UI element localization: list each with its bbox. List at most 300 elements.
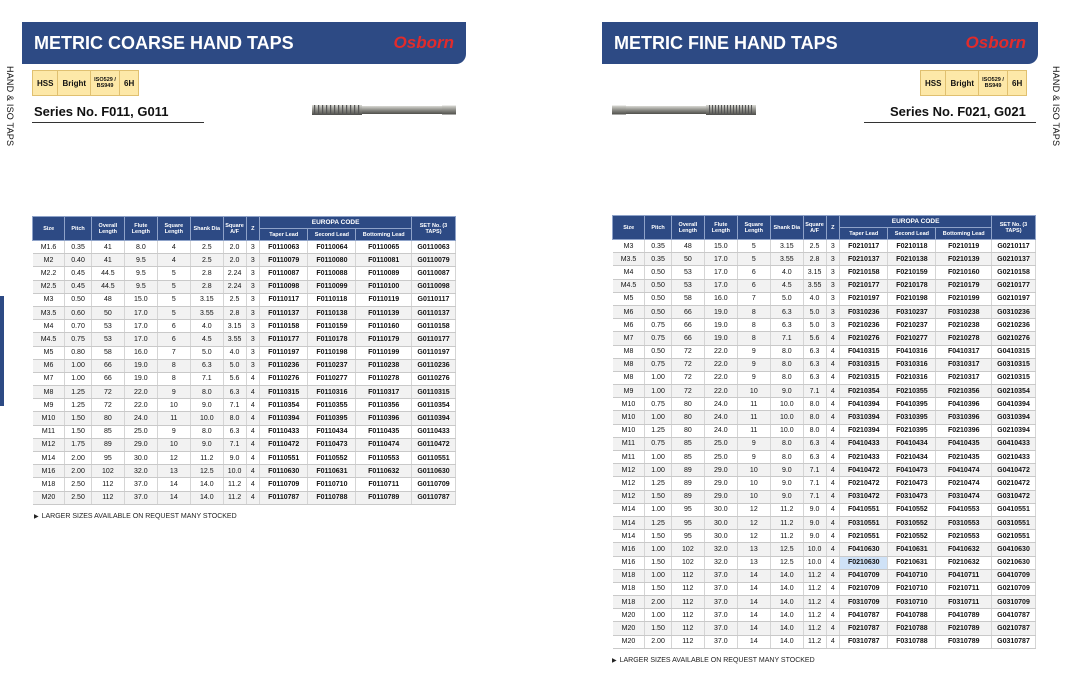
cell-second-lead: F0310552 <box>888 516 936 529</box>
table-row <box>33 478 456 491</box>
cell-size: M6 <box>613 305 645 318</box>
cell-z: 4 <box>246 425 260 438</box>
cell-bottoming-lead: F0210435 <box>936 451 992 464</box>
cell-taper-lead: F0110158 <box>260 320 308 333</box>
cell-square-length: 13 <box>737 543 771 556</box>
table-row <box>613 609 1036 622</box>
cell-set-no: G0110315 <box>411 386 455 399</box>
cell-z: 4 <box>826 437 840 450</box>
cell-size: M12 <box>613 490 645 503</box>
cell-flute-length: 17.0 <box>125 306 157 319</box>
cell-size: M5 <box>613 292 645 305</box>
cell-square-length: 4 <box>157 254 191 267</box>
table-row <box>613 543 1036 556</box>
cell-overall-length: 44.5 <box>91 267 125 280</box>
cell-square-length: 10 <box>737 385 771 398</box>
cell-size: M16 <box>613 556 645 569</box>
cell-bottoming-lead: F0210632 <box>936 556 992 569</box>
cell-overall-length: 66 <box>91 372 125 385</box>
cell-shank-dia: 12.5 <box>771 543 803 556</box>
cell-size: M1.6 <box>33 241 65 254</box>
cell-square-af: 3.55 <box>803 279 826 292</box>
cell-overall-length: 48 <box>91 293 125 306</box>
cell-square-af: 7.1 <box>803 464 826 477</box>
cell-taper-lead: F0210276 <box>840 332 888 345</box>
side-tab-label: HAND & ISO TAPS <box>5 66 15 147</box>
cell-pitch: 1.75 <box>65 438 91 451</box>
cell-square-length: 8 <box>157 372 191 385</box>
cell-square-length: 5 <box>157 280 191 293</box>
cell-size: M11 <box>33 425 65 438</box>
cell-square-length: 13 <box>737 556 771 569</box>
cell-pitch: 1.25 <box>65 399 91 412</box>
cell-pitch: 1.00 <box>65 372 91 385</box>
cell-taper-lead: F0110354 <box>260 399 308 412</box>
cell-bottoming-lead: F0110632 <box>356 465 412 478</box>
cell-z: 4 <box>826 358 840 371</box>
triangle-right-icon: ▶ <box>34 514 39 520</box>
cell-z: 3 <box>826 253 840 266</box>
cell-taper-lead: F0110709 <box>260 478 308 491</box>
cell-flute-length: 17.0 <box>125 333 157 346</box>
cell-square-length: 9 <box>737 451 771 464</box>
cell-flute-length: 22.0 <box>705 345 737 358</box>
cell-square-af: 11.2 <box>803 596 826 609</box>
cell-set-no: G0310472 <box>991 490 1035 503</box>
cell-second-lead: F0210118 <box>888 240 936 253</box>
cell-square-af: 10.0 <box>803 543 826 556</box>
cell-flute-length: 16.0 <box>125 346 157 359</box>
cell-size: M10 <box>613 411 645 424</box>
cell-second-lead: F0110159 <box>308 320 356 333</box>
cell-flute-length: 22.0 <box>705 371 737 384</box>
cell-bottoming-lead: F0410789 <box>936 609 992 622</box>
cell-overall-length: 66 <box>671 332 705 345</box>
cell-bottoming-lead: F0310317 <box>936 358 992 371</box>
cell-set-no: G0210117 <box>991 240 1035 253</box>
cell-flute-length: 22.0 <box>125 386 157 399</box>
cell-pitch: 0.45 <box>65 280 91 293</box>
spec-badges <box>920 70 1027 96</box>
table-row <box>33 293 456 306</box>
cell-second-lead: F0210552 <box>888 530 936 543</box>
cell-second-lead: F0210277 <box>888 332 936 345</box>
fine-table-body <box>613 240 1036 649</box>
cell-shank-dia: 8.0 <box>771 451 803 464</box>
cell-set-no: G0310551 <box>991 516 1035 529</box>
cell-pitch: 1.00 <box>645 543 671 556</box>
cell-overall-length: 80 <box>671 424 705 437</box>
cell-square-af: 6.3 <box>803 451 826 464</box>
cell-z: 3 <box>246 280 260 293</box>
cell-set-no: G0110472 <box>411 438 455 451</box>
table-row <box>33 254 456 267</box>
cell-z: 4 <box>246 372 260 385</box>
cell-bottoming-lead: F0410474 <box>936 464 992 477</box>
cell-bottoming-lead: F0110100 <box>356 280 412 293</box>
cell-taper-lead: F0210433 <box>840 451 888 464</box>
cell-taper-lead: F0110137 <box>260 306 308 319</box>
cell-shank-dia: 6.3 <box>191 359 223 372</box>
cell-overall-length: 95 <box>91 452 125 465</box>
cell-z: 3 <box>826 305 840 318</box>
cell-square-af: 8.0 <box>803 411 826 424</box>
cell-z: 4 <box>246 478 260 491</box>
cell-overall-length: 89 <box>671 464 705 477</box>
cell-flute-length: 19.0 <box>125 372 157 385</box>
col-flute-length: Flute Length <box>125 217 157 241</box>
cell-square-af: 6.3 <box>803 371 826 384</box>
cell-size: M14 <box>613 530 645 543</box>
cell-flute-length: 22.0 <box>125 399 157 412</box>
cell-taper-lead: F0310236 <box>840 305 888 318</box>
cell-shank-dia: 14.0 <box>771 582 803 595</box>
badge-standard: ISO529 / BS949 <box>91 71 120 95</box>
table-row <box>613 569 1036 582</box>
cell-square-af: 7.1 <box>803 477 826 490</box>
col-square-af: Square A/F <box>223 217 246 241</box>
cell-square-af: 2.24 <box>223 280 246 293</box>
cell-shank-dia: 8.0 <box>771 358 803 371</box>
cell-second-lead: F0110473 <box>308 438 356 451</box>
cell-square-af: 9.0 <box>223 452 246 465</box>
table-row <box>33 425 456 438</box>
cell-taper-lead: F0110197 <box>260 346 308 359</box>
cell-z: 3 <box>246 306 260 319</box>
cell-overall-length: 41 <box>91 254 125 267</box>
cell-set-no: G0110117 <box>411 293 455 306</box>
cell-overall-length: 80 <box>671 411 705 424</box>
cell-taper-lead: F0210236 <box>840 319 888 332</box>
cell-square-af: 2.0 <box>223 254 246 267</box>
col-second-lead: Second Lead <box>308 229 356 241</box>
cell-overall-length: 80 <box>671 398 705 411</box>
cell-square-length: 5 <box>737 253 771 266</box>
cell-bottoming-lead: F0310553 <box>936 516 992 529</box>
cell-set-no: G0310709 <box>991 596 1035 609</box>
cell-set-no: G0210433 <box>991 451 1035 464</box>
cell-square-af: 11.2 <box>223 491 246 504</box>
cell-shank-dia: 14.0 <box>771 596 803 609</box>
cell-square-af: 8.0 <box>223 412 246 425</box>
footnote <box>612 657 815 664</box>
cell-second-lead: F0210788 <box>888 622 936 635</box>
cell-z: 4 <box>826 332 840 345</box>
cell-pitch: 1.50 <box>645 490 671 503</box>
col-group-europa-code: EUROPA CODE <box>260 217 412 229</box>
cell-square-length: 8 <box>157 359 191 372</box>
cell-pitch: 2.50 <box>65 491 91 504</box>
cell-taper-lead: F0210177 <box>840 279 888 292</box>
cell-bottoming-lead: F0310789 <box>936 635 992 648</box>
cell-z: 4 <box>826 622 840 635</box>
cell-z: 3 <box>246 320 260 333</box>
cell-square-af: 11.2 <box>803 622 826 635</box>
cell-set-no: G0110433 <box>411 425 455 438</box>
cell-shank-dia: 11.2 <box>771 530 803 543</box>
cell-flute-length: 22.0 <box>705 385 737 398</box>
cell-overall-length: 80 <box>91 412 125 425</box>
cell-square-af: 8.0 <box>803 398 826 411</box>
cell-bottoming-lead: F0110789 <box>356 491 412 504</box>
cell-shank-dia: 7.1 <box>771 332 803 345</box>
cell-z: 4 <box>826 345 840 358</box>
cell-bottoming-lead: F0210139 <box>936 253 992 266</box>
cell-second-lead: F0410631 <box>888 543 936 556</box>
cell-overall-length: 89 <box>671 490 705 503</box>
cell-taper-lead: F0210158 <box>840 266 888 279</box>
cell-set-no: G0110394 <box>411 412 455 425</box>
cell-pitch: 1.00 <box>65 359 91 372</box>
cell-set-no: G0210137 <box>991 253 1035 266</box>
cell-square-af: 6.3 <box>803 358 826 371</box>
cell-z: 4 <box>826 609 840 622</box>
cell-shank-dia: 3.15 <box>771 240 803 253</box>
cell-square-af: 5.0 <box>803 305 826 318</box>
edge-tab-marker <box>0 296 4 406</box>
cell-set-no: G0110098 <box>411 280 455 293</box>
cell-flute-length: 30.0 <box>705 530 737 543</box>
cell-set-no: G0210394 <box>991 424 1035 437</box>
cell-pitch: 1.00 <box>645 609 671 622</box>
cell-size: M3.5 <box>33 306 65 319</box>
table-row <box>613 490 1036 503</box>
cell-size: M4.5 <box>613 279 645 292</box>
cell-square-af: 3.55 <box>223 333 246 346</box>
table-row <box>613 292 1036 305</box>
cell-z: 4 <box>826 490 840 503</box>
cell-flute-length: 29.0 <box>125 438 157 451</box>
cell-size: M4 <box>613 266 645 279</box>
cell-shank-dia: 2.8 <box>191 280 223 293</box>
cell-shank-dia: 5.0 <box>771 292 803 305</box>
table-row <box>613 240 1036 253</box>
cell-pitch: 1.25 <box>65 386 91 399</box>
cell-bottoming-lead: F0310238 <box>936 305 992 318</box>
cell-pitch: 0.50 <box>645 292 671 305</box>
table-row <box>613 556 1036 569</box>
cell-taper-lead: F0110177 <box>260 333 308 346</box>
section-banner <box>22 22 466 64</box>
cell-set-no: G0110137 <box>411 306 455 319</box>
cell-overall-length: 72 <box>671 371 705 384</box>
cell-overall-length: 89 <box>671 477 705 490</box>
col-bottoming-lead: Bottoming Lead <box>936 228 992 240</box>
cell-pitch: 2.00 <box>645 596 671 609</box>
cell-z: 4 <box>826 582 840 595</box>
cell-flute-length: 37.0 <box>705 622 737 635</box>
table-row <box>613 503 1036 516</box>
cell-z: 4 <box>246 412 260 425</box>
coarse-taps-table <box>32 216 456 505</box>
cell-bottoming-lead: F0210789 <box>936 622 992 635</box>
cell-shank-dia: 14.0 <box>771 609 803 622</box>
cell-second-lead: F0410434 <box>888 437 936 450</box>
cell-z: 3 <box>826 292 840 305</box>
cell-second-lead: F0410710 <box>888 569 936 582</box>
cell-z: 3 <box>246 293 260 306</box>
cell-size: M3 <box>33 293 65 306</box>
cell-second-lead: F0110316 <box>308 386 356 399</box>
cell-shank-dia: 9.0 <box>191 399 223 412</box>
col-taper-lead: Taper Lead <box>840 228 888 240</box>
cell-shank-dia: 8.0 <box>771 437 803 450</box>
cell-z: 3 <box>246 333 260 346</box>
table-row <box>613 464 1036 477</box>
cell-pitch: 0.80 <box>65 346 91 359</box>
cell-z: 4 <box>246 438 260 451</box>
cell-taper-lead: F0110630 <box>260 465 308 478</box>
cell-square-length: 11 <box>737 424 771 437</box>
cell-second-lead: F0210198 <box>888 292 936 305</box>
cell-overall-length: 95 <box>671 503 705 516</box>
cell-taper-lead: F0410551 <box>840 503 888 516</box>
cell-pitch: 0.75 <box>645 358 671 371</box>
cell-square-length: 11 <box>737 411 771 424</box>
cell-taper-lead: F0210394 <box>840 424 888 437</box>
cell-overall-length: 66 <box>671 305 705 318</box>
cell-flute-length: 15.0 <box>125 293 157 306</box>
cell-shank-dia: 14.0 <box>191 478 223 491</box>
cell-bottoming-lead: F0210711 <box>936 582 992 595</box>
cell-shank-dia: 9.0 <box>771 464 803 477</box>
cell-bottoming-lead: F0410632 <box>936 543 992 556</box>
cell-z: 3 <box>246 346 260 359</box>
cell-taper-lead: F0410472 <box>840 464 888 477</box>
cell-set-no: G0210354 <box>991 385 1035 398</box>
cell-square-af: 3.15 <box>803 266 826 279</box>
cell-shank-dia: 11.2 <box>191 452 223 465</box>
cell-taper-lead: F0410787 <box>840 609 888 622</box>
cell-size: M7 <box>33 372 65 385</box>
cell-set-no: G0410709 <box>991 569 1035 582</box>
cell-size: M9 <box>33 399 65 412</box>
cell-size: M9 <box>613 385 645 398</box>
cell-bottoming-lead: F0410711 <box>936 569 992 582</box>
cell-shank-dia: 9.0 <box>191 438 223 451</box>
fine-taps-table <box>612 215 1036 649</box>
cell-z: 4 <box>826 464 840 477</box>
cell-square-length: 14 <box>737 635 771 648</box>
cell-taper-lead: F0110063 <box>260 241 308 254</box>
cell-overall-length: 89 <box>91 438 125 451</box>
cell-shank-dia: 11.2 <box>771 516 803 529</box>
cell-bottoming-lead: F0110474 <box>356 438 412 451</box>
cell-bottoming-lead: F0110089 <box>356 267 412 280</box>
cell-size: M2.2 <box>33 267 65 280</box>
cell-z: 4 <box>826 635 840 648</box>
cell-square-length: 6 <box>157 320 191 333</box>
cell-shank-dia: 3.15 <box>191 293 223 306</box>
cell-shank-dia: 3.55 <box>191 306 223 319</box>
cell-second-lead: F0410316 <box>888 345 936 358</box>
cell-bottoming-lead: F0110278 <box>356 372 412 385</box>
cell-square-af: 10.0 <box>223 465 246 478</box>
coarse-table-body <box>33 241 456 505</box>
cell-size: M4.5 <box>33 333 65 346</box>
cell-pitch: 1.00 <box>645 371 671 384</box>
triangle-right-icon: ▶ <box>612 658 617 664</box>
cell-size: M16 <box>33 465 65 478</box>
cell-taper-lead: F0410394 <box>840 398 888 411</box>
cell-second-lead: F0310316 <box>888 358 936 371</box>
cell-shank-dia: 6.3 <box>771 305 803 318</box>
cell-square-length: 9 <box>737 437 771 450</box>
table-row <box>33 399 456 412</box>
cell-overall-length: 53 <box>671 266 705 279</box>
cell-flute-length: 37.0 <box>705 596 737 609</box>
cell-flute-length: 17.0 <box>125 320 157 333</box>
cell-size: M8 <box>613 345 645 358</box>
cell-square-length: 12 <box>157 452 191 465</box>
cell-square-af: 11.2 <box>803 635 826 648</box>
cell-second-lead: F0210237 <box>888 319 936 332</box>
cell-shank-dia: 11.2 <box>771 503 803 516</box>
cell-z: 4 <box>826 596 840 609</box>
table-row <box>613 411 1036 424</box>
table-row <box>33 241 456 254</box>
cell-size: M8 <box>33 386 65 399</box>
cell-shank-dia: 8.0 <box>191 425 223 438</box>
cell-square-af: 4.0 <box>223 346 246 359</box>
cell-taper-lead: F0310315 <box>840 358 888 371</box>
footnote-text: LARGER SIZES AVAILABLE ON REQUEST MANY STOCKED <box>619 657 815 664</box>
table-row <box>613 253 1036 266</box>
cell-bottoming-lead: F0110065 <box>356 241 412 254</box>
cell-taper-lead: F0210709 <box>840 582 888 595</box>
cell-second-lead: F0310710 <box>888 596 936 609</box>
cell-shank-dia: 2.5 <box>191 254 223 267</box>
cell-square-af: 9.0 <box>803 503 826 516</box>
cell-taper-lead: F0110472 <box>260 438 308 451</box>
cell-overall-length: 58 <box>91 346 125 359</box>
table-row <box>613 530 1036 543</box>
table-row <box>613 437 1036 450</box>
cell-square-length: 11 <box>737 398 771 411</box>
cell-pitch: 2.00 <box>645 635 671 648</box>
cell-flute-length: 32.0 <box>705 556 737 569</box>
cell-square-af: 2.5 <box>223 293 246 306</box>
cell-second-lead: F0110064 <box>308 241 356 254</box>
cell-z: 3 <box>246 267 260 280</box>
cell-taper-lead: F0210354 <box>840 385 888 398</box>
cell-shank-dia: 14.0 <box>191 491 223 504</box>
cell-z: 4 <box>826 516 840 529</box>
cell-square-af: 6.3 <box>223 386 246 399</box>
cell-z: 4 <box>826 411 840 424</box>
cell-flute-length: 19.0 <box>125 359 157 372</box>
cell-second-lead: F0110355 <box>308 399 356 412</box>
table-row <box>33 346 456 359</box>
cell-bottoming-lead: F0110139 <box>356 306 412 319</box>
table-row <box>613 358 1036 371</box>
cell-second-lead: F0110080 <box>308 254 356 267</box>
cell-shank-dia: 8.0 <box>191 386 223 399</box>
cell-second-lead: F0210159 <box>888 266 936 279</box>
cell-bottoming-lead: F0110317 <box>356 386 412 399</box>
cell-flute-length: 24.0 <box>705 424 737 437</box>
cell-z: 4 <box>246 399 260 412</box>
cell-bottoming-lead: F0310711 <box>936 596 992 609</box>
cell-flute-length: 37.0 <box>705 635 737 648</box>
cell-second-lead: F0210434 <box>888 451 936 464</box>
cell-second-lead: F0310788 <box>888 635 936 648</box>
cell-second-lead: F0110178 <box>308 333 356 346</box>
table-row <box>33 491 456 504</box>
cell-pitch: 0.50 <box>645 279 671 292</box>
cell-square-length: 10 <box>737 490 771 503</box>
cell-square-af: 5.0 <box>803 319 826 332</box>
